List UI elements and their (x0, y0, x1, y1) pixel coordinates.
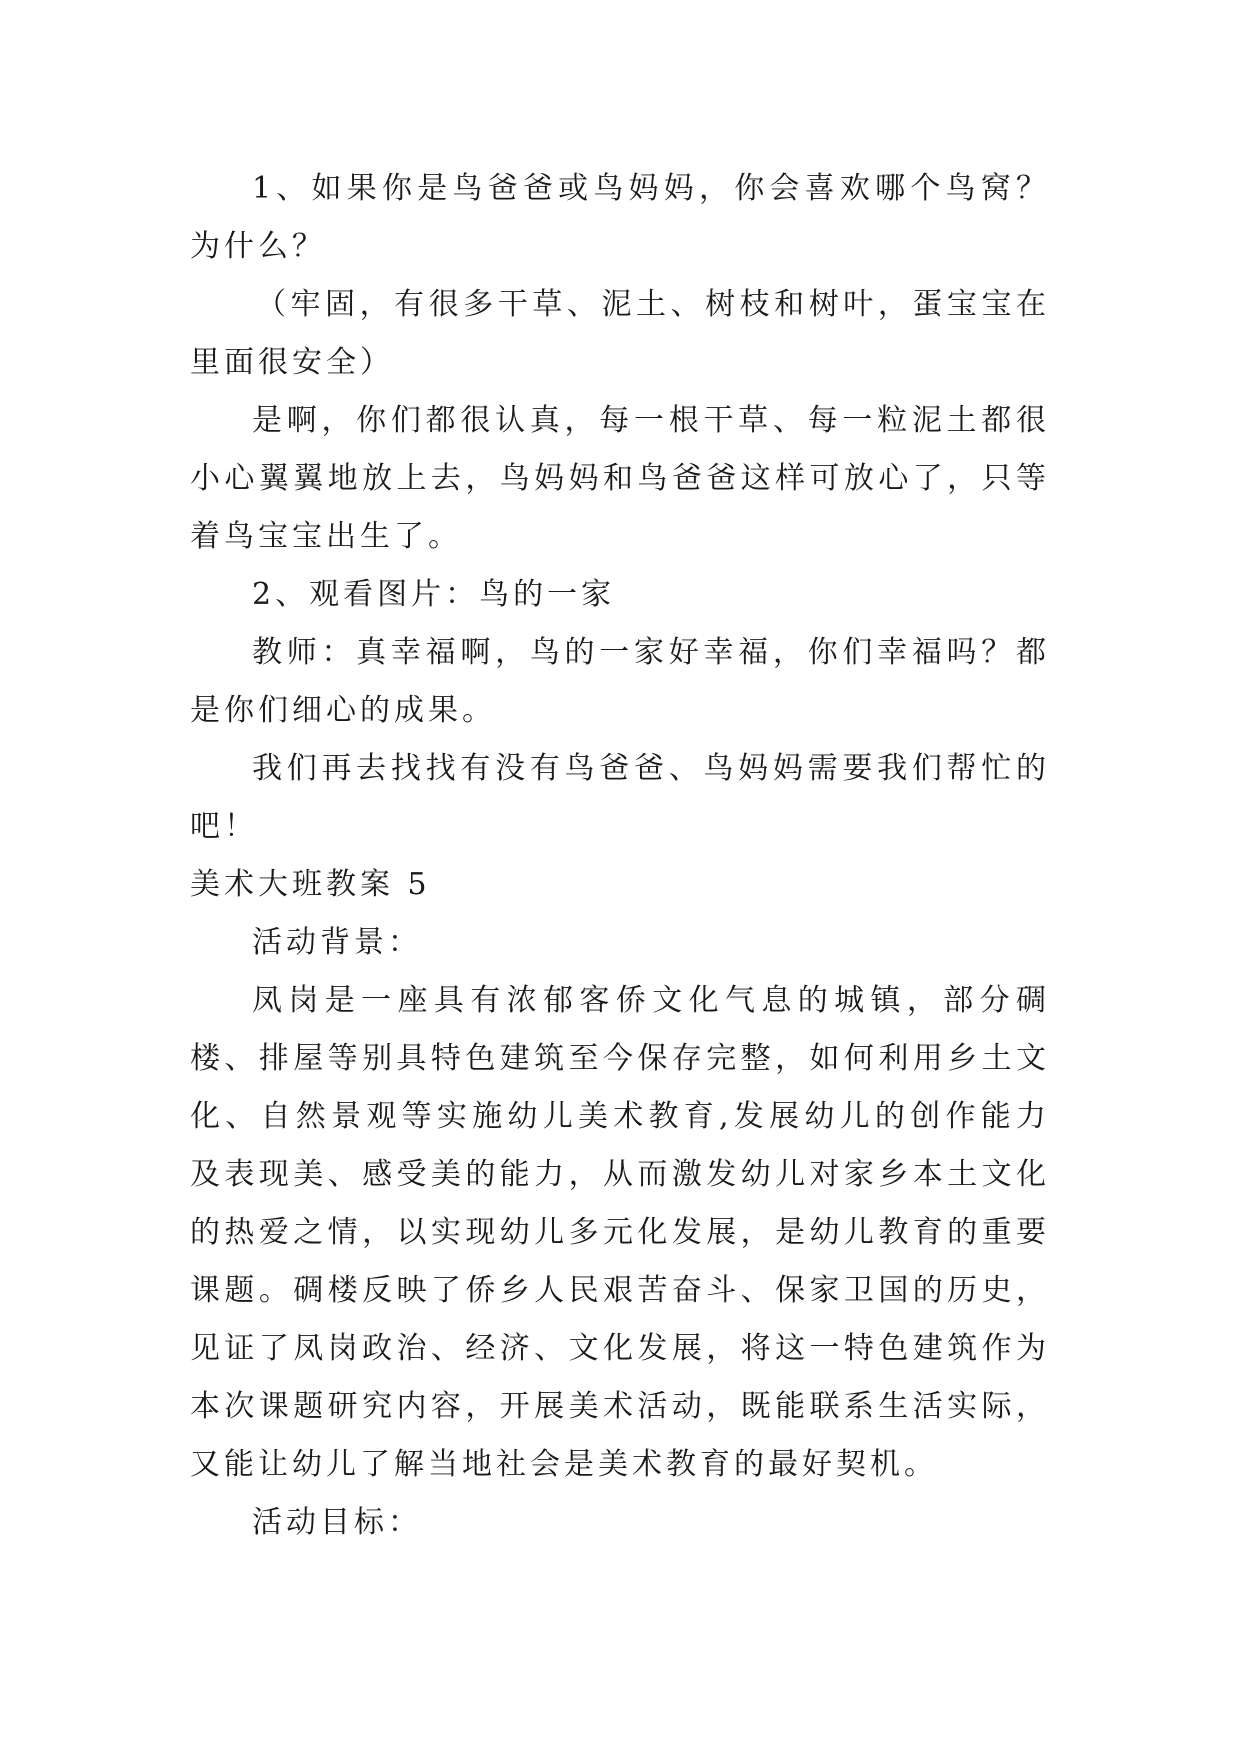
background-label: 活动背景： (252, 925, 422, 960)
teacher-comment-paragraph: 教师：真幸福啊，鸟的一家好幸福，你们幸福吗？都是你们细心的成果。 (190, 635, 1050, 728)
background-text: 凤岗是一座具有浓郁客侨文化气息的城镇，部分碉楼、排屋等别具特色建筑至今保存完整，如何利用乡土文化、自然景观等实施幼儿美术教育,发展幼儿的创作能力及表现美、感受美的能力，从而激发幼儿对家乡本土文化的热爱之情，以实现幼儿多元化发展，是幼儿教育的重要课题。碉楼反映了侨乡人民艰苦奋斗、保家卫国的历史，见证了凤岗政治、经济、文化发展，将这一特色建筑作为本次课题研究内容，开展美术活动，既能联系生活实际，又能让幼儿了解当地社会是美术教育的最好契机。 (190, 983, 1050, 1482)
answer-paragraph: （牢固，有很多干草、泥土、树枝和树叶，蛋宝宝在里面很安全） (190, 287, 1050, 380)
teacher-response-paragraph: 是啊，你们都很认真，每一根干草、每一粒泥土都很小心翼翼地放上去，鸟妈妈和鸟爸爸这样可放心了，只等着鸟宝宝出生了。 (190, 403, 1050, 554)
closing-paragraph: 我们再去找找有没有鸟爸爸、鸟妈妈需要我们帮忙的吧！ (190, 751, 1050, 844)
document-page (190, 160, 1050, 1552)
view-pictures-paragraph: 2、观看图片：鸟的一家 (252, 577, 616, 612)
goals-label: 活动目标： (252, 1505, 422, 1540)
question-paragraph: 1、如果你是鸟爸爸或鸟妈妈，你会喜欢哪个鸟窝？为什么？ (190, 171, 1050, 264)
section-title: 美术大班教案 5 (190, 867, 431, 902)
